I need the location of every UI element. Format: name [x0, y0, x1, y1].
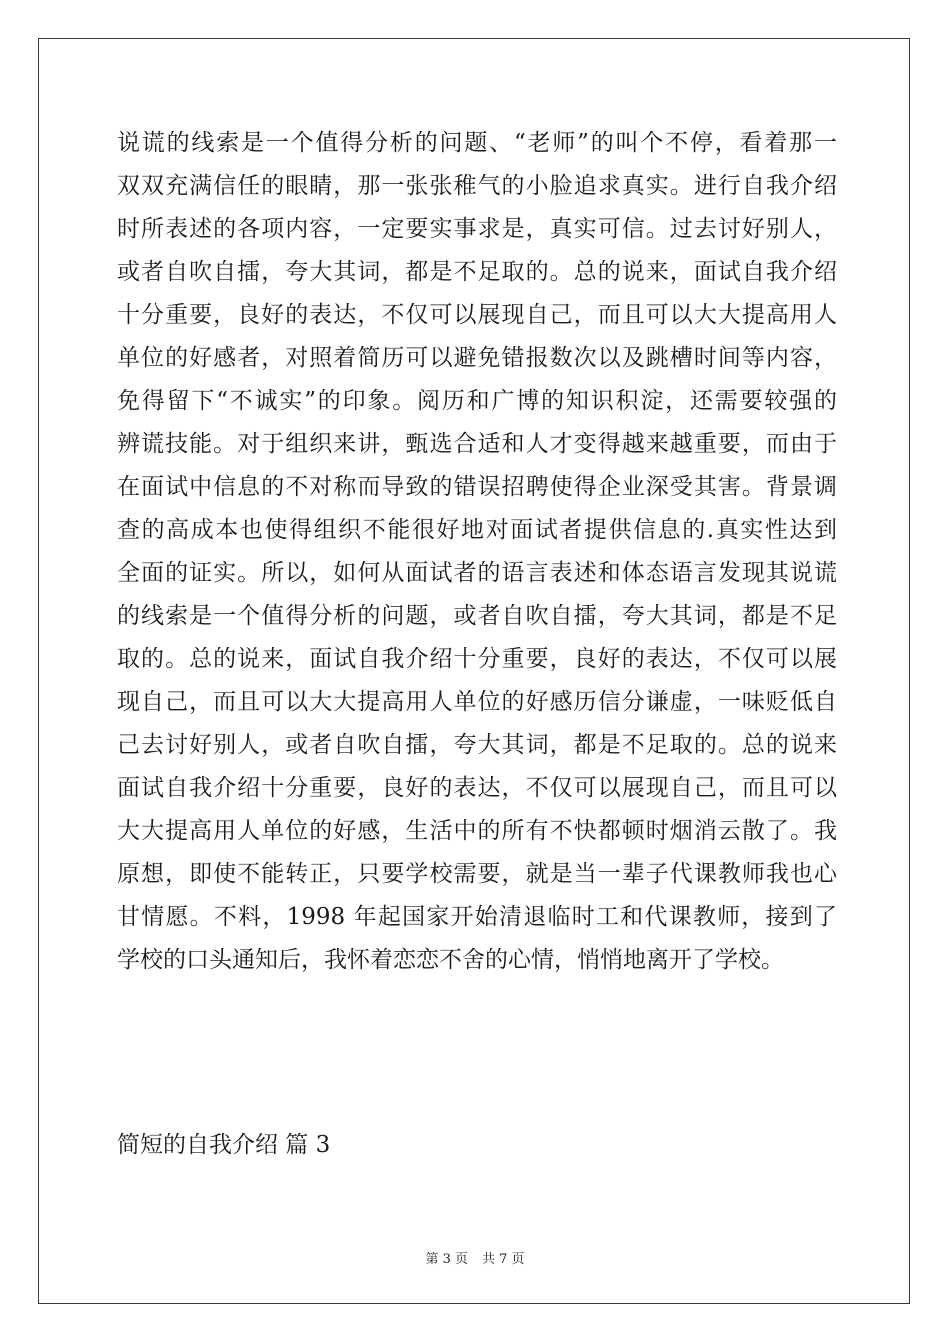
body-text	[117, 122, 837, 982]
text-line: 说谎的线索是一个值得分析的问题、“老师”的叫个不停，看着那一	[117, 130, 837, 156]
text-line: 大大提高用人单位的好感，生活中的所有不快都顿时烟消云散了。我	[117, 818, 837, 844]
text-line: 取的。总的说来，面试自我介绍十分重要，良好的表达，不仅可以展	[117, 646, 837, 672]
text-line: 查的高成本也使得组织不能很好地对面试者提供信息的.真实性达到	[117, 517, 837, 543]
page-number-current: 第 3 页	[425, 1252, 468, 1267]
text-line: 面试自我介绍十分重要，良好的表达，不仅可以展现自己，而且可以	[117, 775, 837, 801]
text-line: 十分重要，良好的表达，不仅可以展现自己，而且可以大大提高用人	[117, 302, 837, 328]
section-heading: 简短的自我介绍 篇 3	[117, 1132, 331, 1158]
text-line: 辨谎技能。对于组织来讲，甄选合适和人才变得越来越重要，而由于	[117, 431, 837, 457]
text-line: 甘情愿。不料，1998 年起国家开始清退临时工和代课教师，接到了	[117, 904, 837, 930]
text-line: 全面的证实。所以，如何从面试者的语言表述和体态语言发现其说谎	[117, 560, 837, 586]
page-number-total: 共 7 页	[482, 1252, 525, 1267]
text-line: 的线索是一个值得分析的问题，或者自吹自擂，夸大其词，都是不足	[117, 603, 837, 629]
text-line: 双双充满信任的眼睛，那一张张稚气的小脸追求真实。进行自我介绍	[117, 173, 837, 199]
text-line: 或者自吹自擂，夸大其词，都是不足取的。总的说来，面试自我介绍	[117, 259, 837, 285]
text-line: 学校的口头通知后，我怀着恋恋不舍的心情，悄悄地离开了学校。	[117, 947, 784, 973]
text-line: 原想，即使不能转正，只要学校需要，就是当一辈子代课教师我也心	[117, 861, 837, 887]
text-line: 时所表述的各项内容，一定要实事求是，真实可信。过去讨好别人，	[117, 216, 837, 242]
text-line: 免得留下“不诚实”的印象。阅历和广博的知识积淀，还需要较强的	[117, 388, 837, 414]
text-line: 现自己，而且可以大大提高用人单位的好感历信分谦虚，一味贬低自	[117, 689, 837, 715]
text-line: 单位的好感者，对照着简历可以避免错报数次以及跳槽时间等内容，	[117, 345, 837, 371]
text-line: 己去讨好别人，或者自吹自擂，夸大其词，都是不足取的。总的说来	[117, 732, 837, 758]
page-footer	[0, 1248, 950, 1267]
text-line: 在面试中信息的不对称而导致的错误招聘使得企业深受其害。背景调	[117, 474, 837, 500]
